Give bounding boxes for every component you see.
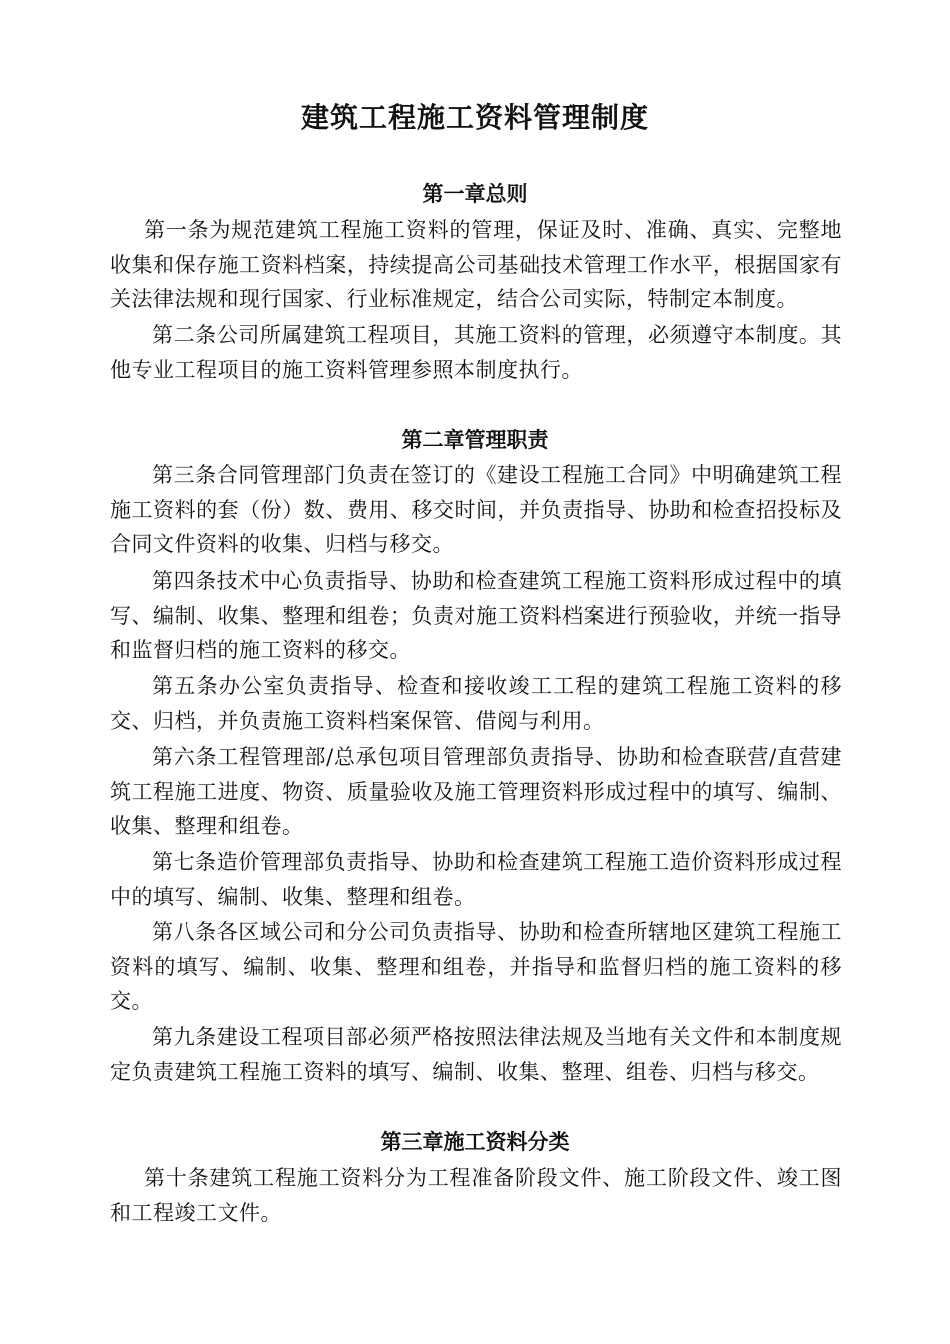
article-paragraph: 第七条造价管理部负责指导、协助和检查建筑工程施工造价资料形成过程中的填写、编制、收集、整理和组卷。 — [110, 850, 842, 909]
article-paragraph: 第九条建设工程项目部必须严格按照法律法规及当地有关文件和本制度规定负责建筑工程施工资料的填写、编制、收集、整理、组卷、归档与移交。 — [110, 1025, 842, 1084]
article-paragraph: 第一条为规范建筑工程施工资料的管理，保证及时、准确、真实、完整地收集和保存施工资料档案，持续提高公司基础技术管理工作水平，根据国家有关法律法规和现行国家、行业标准规定，结合公司实际，特制定本制度。 — [110, 218, 842, 311]
article-paragraph: 第三条合同管理部门负责在签订的《建设工程施工合同》中明确建筑工程施工资料的套（份）数、费用、移交时间，并负责指导、协助和检查招投标及合同文件资料的收集、归档与移交。 — [110, 463, 842, 556]
article-paragraph: 第二条公司所属建筑工程项目，其施工资料的管理，必须遵守本制度。其他专业工程项目的施工资料管理参照本制度执行。 — [110, 323, 842, 382]
article-paragraph: 第五条办公室负责指导、检查和接收竣工工程的建筑工程施工资料的移交、归档，并负责施工资料档案保管、借阅与利用。 — [110, 674, 842, 733]
chapter-heading: 第一章总则 — [422, 181, 528, 206]
article-paragraph: 第八条各区域公司和分公司负责指导、协助和检查所辖地区建筑工程施工资料的填写、编制、收集、整理和组卷，并指导和监督归档的施工资料的移交。 — [110, 920, 842, 1013]
chapter-heading: 第二章管理职责 — [401, 427, 549, 452]
chapter-heading: 第三章施工资料分类 — [380, 1129, 570, 1154]
article-paragraph: 第十条建筑工程施工资料分为工程准备阶段文件、施工阶段文件、竣工图和工程竣工文件。 — [110, 1166, 842, 1225]
article-paragraph: 第四条技术中心负责指导、协助和检查建筑工程施工资料形成过程中的填写、编制、收集、整理和组卷；负责对施工资料档案进行预验收，并统一指导和监督归档的施工资料的移交。 — [110, 569, 842, 662]
article-paragraph: 第六条工程管理部/总承包项目管理部负责指导、协助和检查联营/直营建筑工程施工进度、物资、质量验收及施工管理资料形成过程中的填写、编制、收集、整理和组卷。 — [110, 745, 842, 838]
document-title: 建筑工程施工资料管理制度 — [300, 101, 649, 134]
